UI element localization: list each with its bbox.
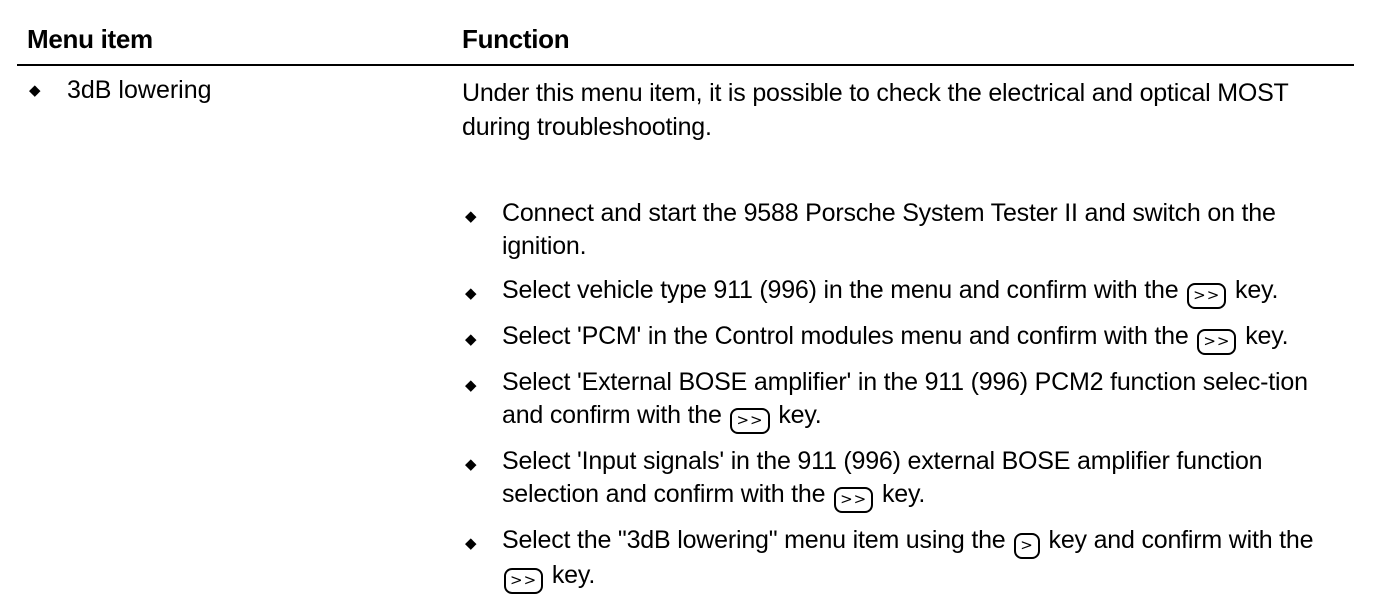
double-forward-key-icon: >> bbox=[504, 568, 543, 594]
menu-item-label: 3dB lowering bbox=[67, 76, 212, 104]
step-text-tail: key. bbox=[771, 401, 822, 429]
step-text: Connect and start the 9588 Porsche System Tester II and switch on the ignition. bbox=[502, 199, 1276, 260]
column-header-menu-item: Menu item bbox=[27, 24, 153, 54]
step-text-middle: key and confirm with the bbox=[1041, 526, 1314, 554]
double-forward-key-icon: >> bbox=[1187, 283, 1226, 309]
bullet-diamond-icon: ◆ bbox=[465, 331, 477, 348]
bullet-diamond-icon: ◆ bbox=[465, 208, 477, 225]
bullet-diamond-icon: ◆ bbox=[29, 82, 41, 99]
step-text: Select vehicle type 911 (996) in the menu and confirm with the bbox=[502, 276, 1186, 304]
double-forward-key-icon: >> bbox=[1197, 329, 1236, 355]
forward-key-icon: > bbox=[1014, 533, 1040, 559]
step-text: Select 'PCM' in the Control modules menu and confirm with the bbox=[502, 322, 1196, 350]
step-text-tail: key. bbox=[1238, 322, 1289, 350]
step-text: Select the "3dB lowering" menu item using the bbox=[502, 526, 1013, 554]
function-description: Under this menu item, it is possible to check the electrical and optical MOST during troubleshooting. bbox=[462, 79, 1289, 141]
bullet-diamond-icon: ◆ bbox=[465, 535, 477, 552]
header-divider bbox=[17, 64, 1354, 66]
procedure-steps bbox=[462, 197, 1352, 605]
step-item bbox=[462, 320, 1352, 355]
bullet-diamond-icon: ◆ bbox=[465, 285, 477, 302]
bullet-diamond-icon: ◆ bbox=[465, 377, 477, 394]
double-forward-key-icon: >> bbox=[834, 487, 873, 513]
step-text: Select 'External BOSE amplifier' in the 911 (996) PCM2 function selec-tion and confirm with the bbox=[502, 368, 1308, 429]
double-forward-key-icon: >> bbox=[730, 408, 769, 434]
step-item bbox=[462, 524, 1352, 594]
column-header-function: Function bbox=[462, 24, 570, 54]
step-text-tail: key. bbox=[1228, 276, 1279, 304]
step-text-tail: key. bbox=[875, 480, 926, 508]
step-text: Select 'Input signals' in the 911 (996) external BOSE amplifier function selection and confirm with the bbox=[502, 447, 1263, 508]
step-item bbox=[462, 445, 1352, 513]
menu-item-entry bbox=[29, 76, 212, 105]
step-text-tail: key. bbox=[545, 561, 596, 589]
step-item bbox=[462, 366, 1352, 434]
step-item bbox=[462, 197, 1352, 263]
bullet-diamond-icon: ◆ bbox=[465, 456, 477, 473]
step-item bbox=[462, 274, 1352, 309]
